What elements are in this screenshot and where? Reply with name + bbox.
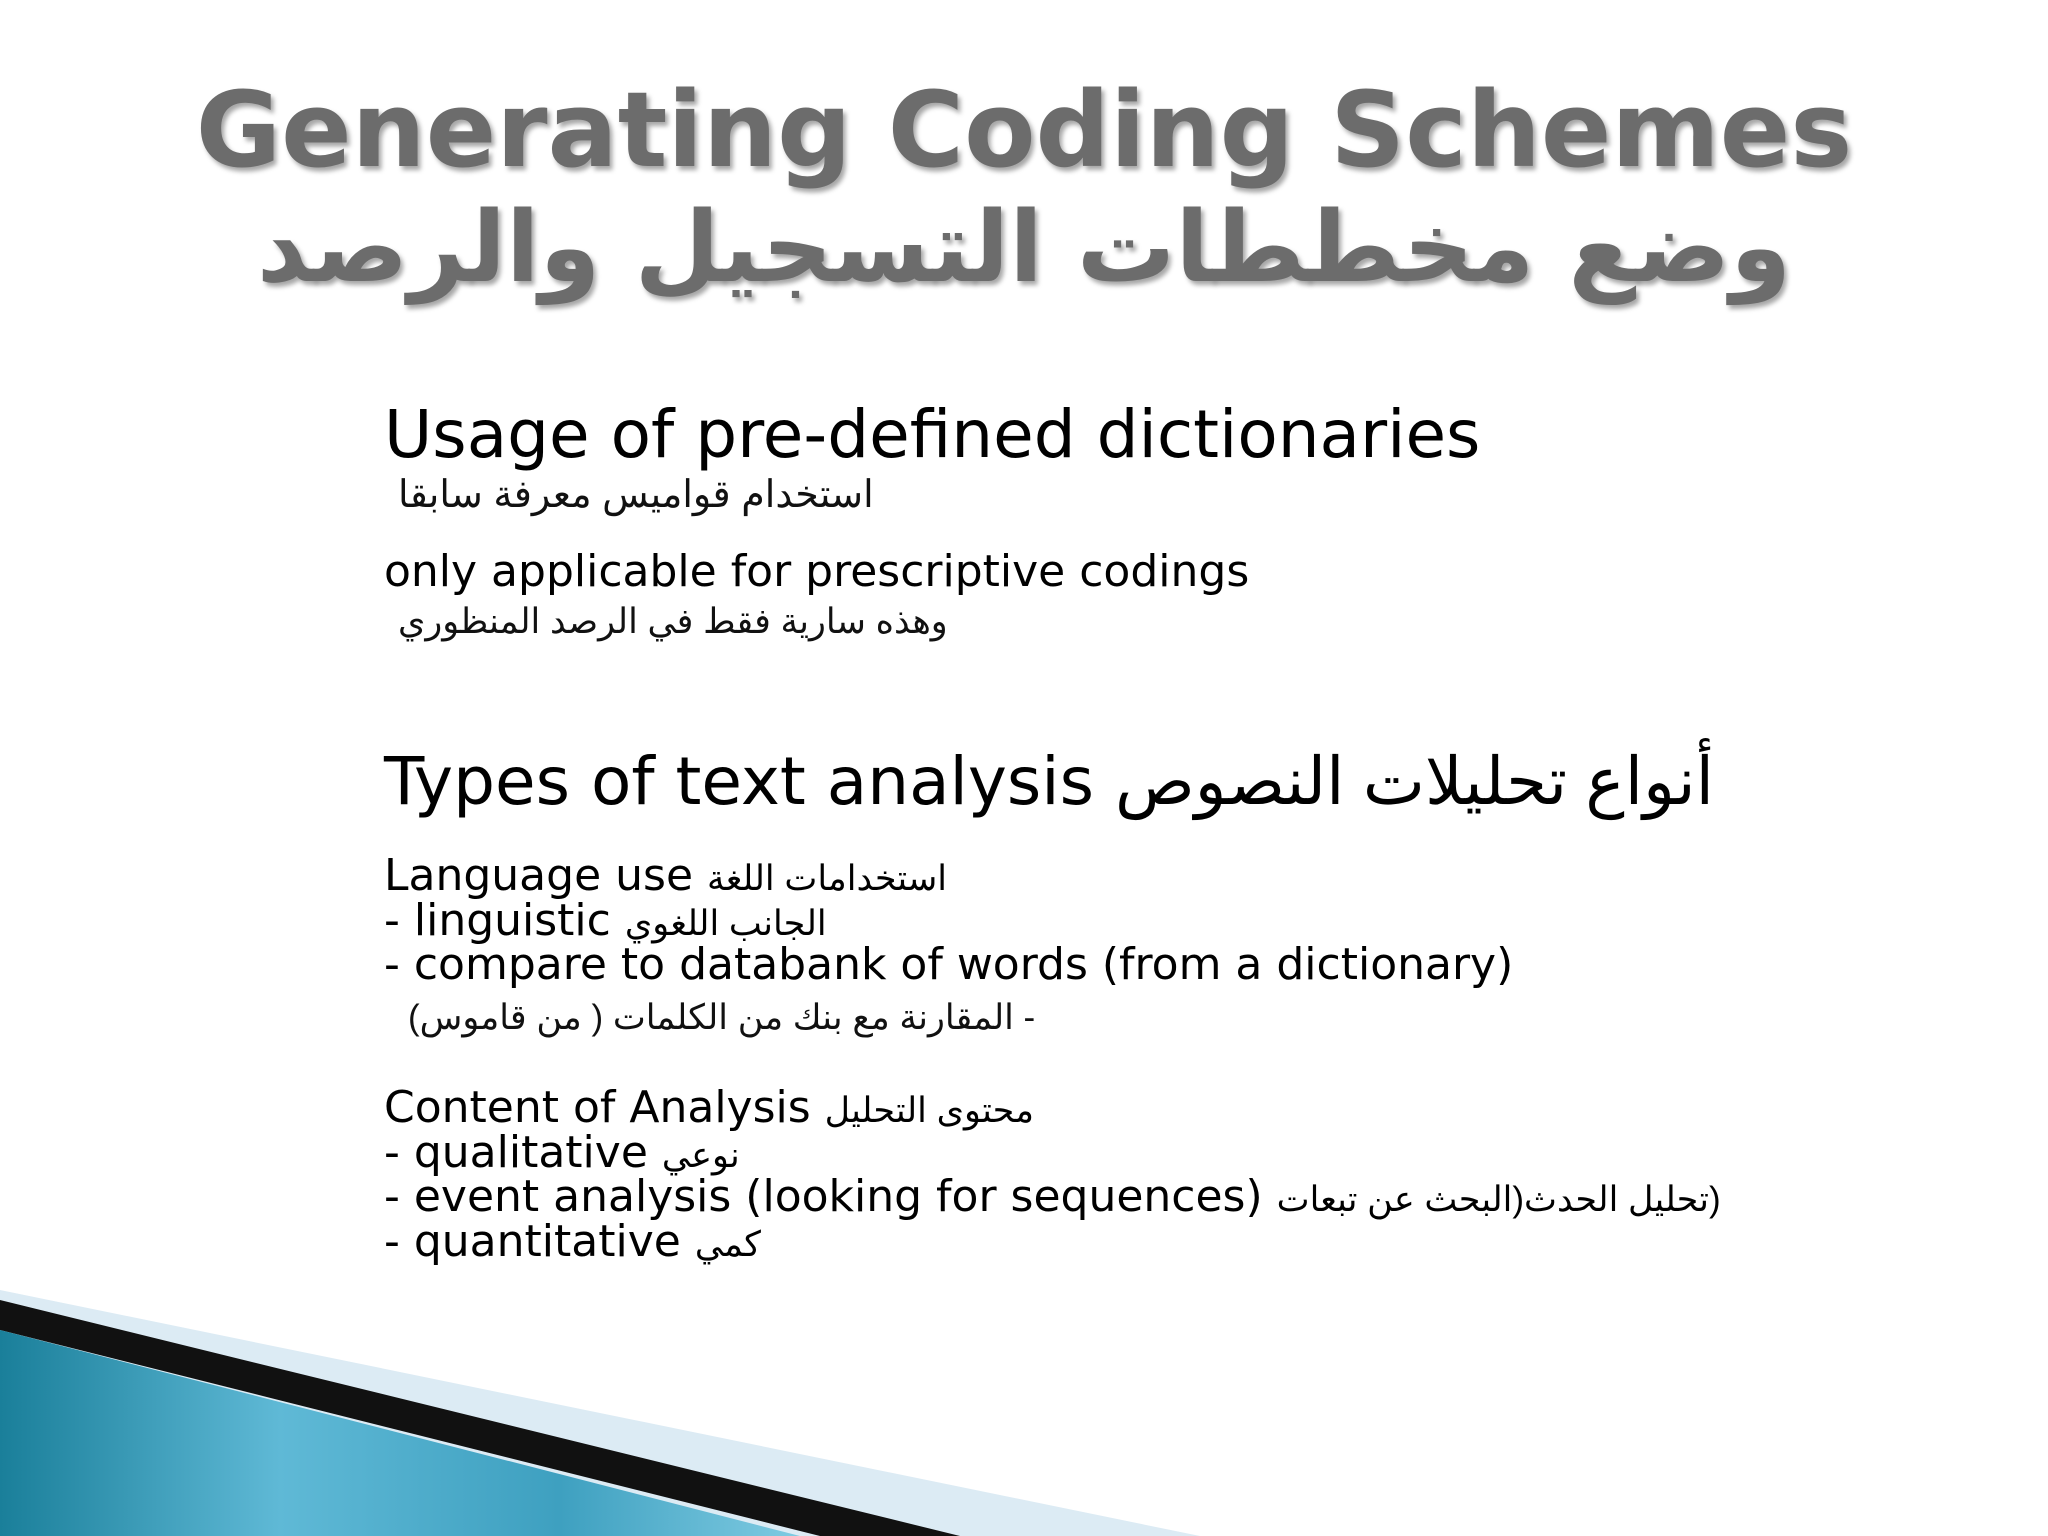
content-analysis-label: Content of Analysis [384,1082,811,1133]
language-use-label-ar: استخدامات اللغة [707,859,948,898]
quantitative-label: - quantitative [384,1216,681,1267]
slide-subtitle: وضع مخططات التسجيل والرصد [256,191,1792,305]
quantitative-line [384,1216,761,1267]
quantitative-label-ar: كمي [694,1225,761,1264]
event-analysis-label-ar: (تحليل الحدث(البحث عن تبعات [1276,1180,1721,1219]
section1-note-ar: وهذه سارية فقط في الرصد المنظوري [398,602,948,641]
event-analysis-label: - event analysis (looking for sequences) [384,1171,1263,1222]
qualitative-label-ar: نوعي [661,1136,740,1175]
section2-heading-text: Types of text analysis [384,743,1095,820]
language-use-label: Language use [384,850,694,901]
section2-heading [384,743,1714,820]
language-use-line [384,850,948,901]
section1-heading-ar: استخدام قواميس معرفة سابقا [398,474,874,516]
event-analysis-line [384,1171,1721,1222]
compare-line: - compare to databank of words (from a dictionary) [384,939,1514,990]
section1-heading: Usage of pre-defined dictionaries [384,396,1481,473]
slide-title: Generating Coding Schemes [195,69,1853,191]
compare-line-ar: - المقارنة مع بنك من الكلمات ( من قاموس) [408,998,1036,1037]
qualitative-label: - qualitative [384,1127,648,1178]
linguistic-label-ar: الجانب اللغوي [624,904,827,943]
section1-note: only applicable for prescriptive codings [384,546,1250,597]
content-analysis-line [384,1082,1034,1133]
content-analysis-label-ar: محتوى التحليل [824,1091,1034,1130]
linguistic-label: - linguistic [384,895,611,946]
section2-heading-ar: أنواع تحليلات النصوص [1115,744,1714,818]
qualitative-line [384,1127,740,1178]
linguistic-line [384,895,827,946]
